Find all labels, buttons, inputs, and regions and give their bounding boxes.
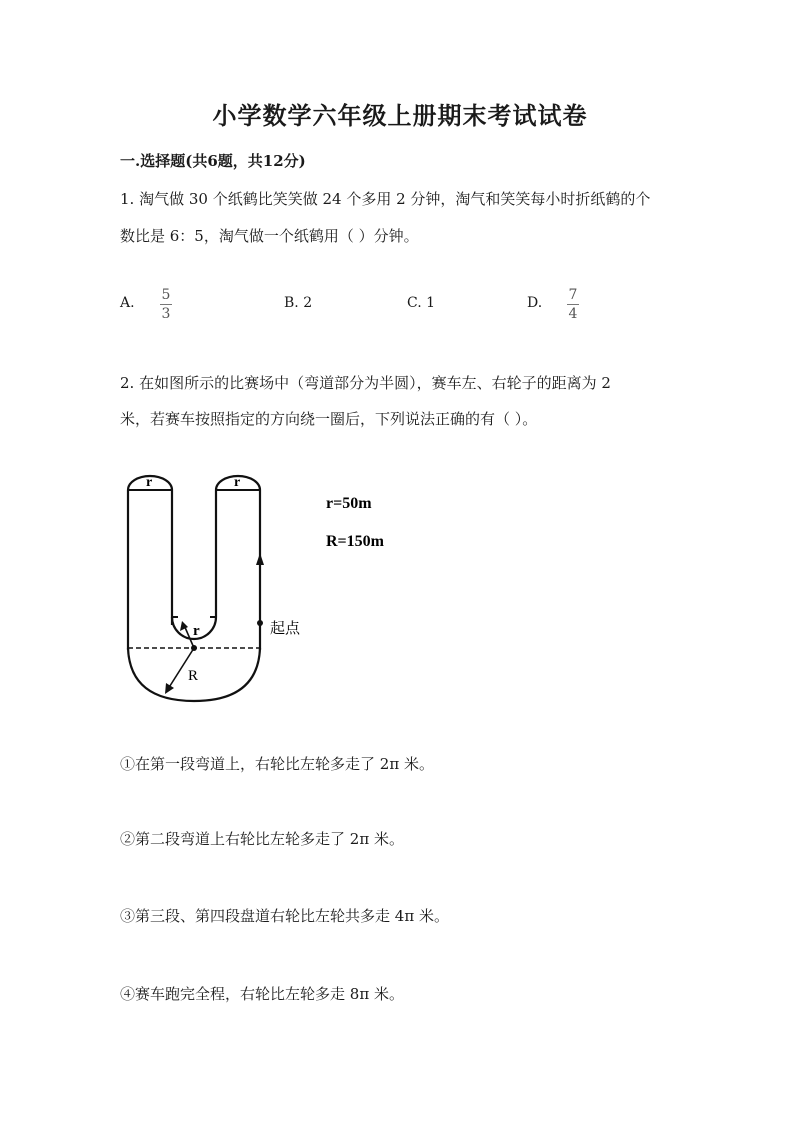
outer-radius-arrowhead (165, 683, 174, 694)
track-right-outer (216, 476, 260, 650)
label-R: R (188, 668, 199, 684)
q2-statement-2: ②第二段弯道上右轮比左轮多走了 2π 米。 (120, 830, 404, 848)
q2-line1: 2. 在如图所示的比赛场中（弯道部分为半圆），赛车左、右轮子的距离为 2 (120, 374, 611, 392)
q1-option-d-fraction (567, 287, 579, 322)
section-heading: 一.选择题(共6题，共12分) (120, 152, 306, 170)
q1-option-d-label: D. (527, 295, 543, 311)
q1-line2: 数比是 6：5，淘气做一个纸鹤用（ ）分钟。 (120, 227, 419, 245)
fraction-denominator: 3 (161, 306, 171, 322)
page-title: 小学数学六年级上册期末考试试卷 (212, 101, 588, 130)
q2-statement-1: ①在第一段弯道上，右轮比左轮多走了 2π 米。 (120, 755, 434, 773)
fraction-numerator: 5 (161, 287, 171, 303)
q2-line2: 米，若赛车按照指定的方向绕一圈后，下列说法正确的有（ ）。 (120, 410, 538, 428)
label-r-value: r=50m (326, 495, 372, 512)
label-r-inner: r (193, 623, 200, 639)
label-R-value: R=150m (326, 533, 384, 550)
label-r-top-right: r (234, 475, 241, 490)
track-outer-path (128, 476, 172, 650)
fraction-denominator: 4 (568, 306, 578, 322)
q1-option-c: C. 1 (407, 295, 436, 311)
q1-option-a-label: A. (120, 295, 135, 311)
q1-option-a-fraction (160, 287, 172, 322)
race-track-diagram (120, 465, 420, 710)
fraction-numerator: 7 (568, 287, 578, 303)
direction-arrow-icon (256, 553, 264, 565)
fraction-bar (160, 304, 172, 305)
q1-line1: 1. 淘气做 30 个纸鹤比笑笑做 24 个多用 2 分钟，淘气和笑笑每小时折纸鹤的个 (120, 190, 651, 208)
label-start: 起点 (270, 619, 301, 637)
label-r-top-left: r (146, 475, 153, 490)
start-point (257, 620, 263, 626)
q1-option-b: B. 2 (284, 295, 313, 311)
q2-statement-4: ④赛车跑完全程，右轮比左轮多走 8π 米。 (120, 985, 404, 1003)
q2-statement-3: ③第三段、第四段盘道右轮比左轮共多走 4π 米。 (120, 907, 449, 925)
fraction-bar (567, 304, 579, 305)
